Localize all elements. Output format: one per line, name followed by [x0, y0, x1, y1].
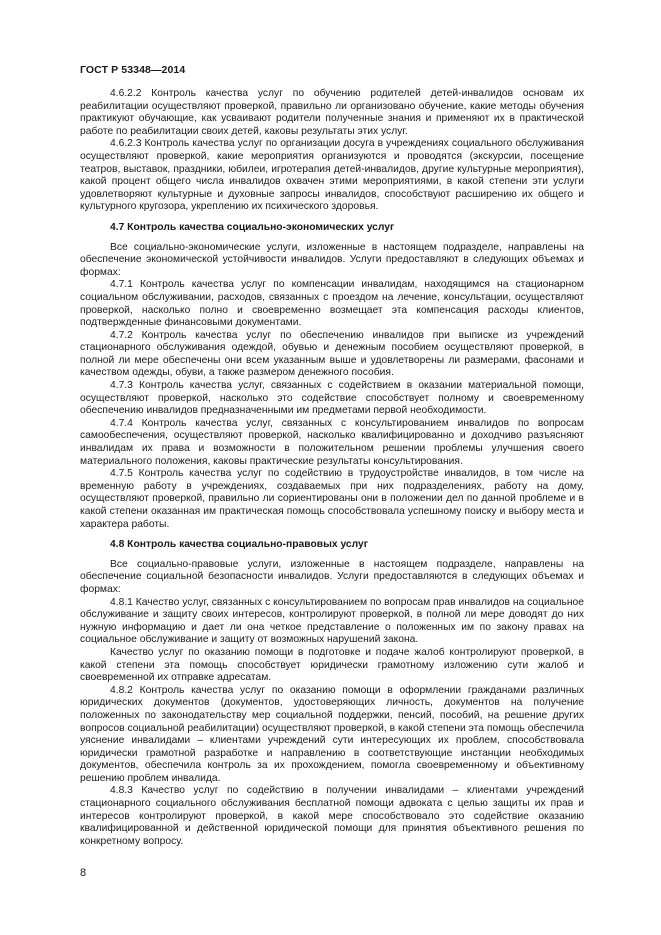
section-heading-4-8: 4.8 Контроль качества социально-правовых услуг: [110, 539, 369, 551]
paragraph-4-8-3: 4.8.3 Качество услуг по содействию в получении инвалидами – клиентами учреждений стационарного социального обслуживания бесплатной помощи адвоката с целью защиты их прав и интересов контролируют проверкой, в какой мере способствовало это содействие оказанию квалифицированной и действенной юридической помощи для принятия объективного решения по конкретному вопросу.: [80, 785, 584, 847]
paragraph-4-7-1: 4.7.1 Контроль качества услуг по компенсации инвалидам, находящимся на стационарном социальном обслуживании, расходов, связанных с проездом на лечение, консультации, осуществляют проверкой, насколько полно и своевременно возмещает эта компенсация расходы клиентов, подтвержденные финансовыми документами.: [80, 279, 584, 329]
paragraph-4-8-2: 4.8.2 Контроль качества услуг по оказанию помощи в оформлении гражданами различных юридических документов (документов, удостоверяющих личность, документов на получение положенных по законодательству мер социальной поддержки, пенсий, пособий, на решение других вопросов социальной реабилитации) осуществляют проверкой, в какой степени эта помощь обеспечила уяснение инвалидами – клиентами учреждений сути интересующих их проблем, способствовала юридически грамотной разработке и направлению в соответствующие инстанции необходимых документов, обеспечила контроль за их прохождением, помогла своевременному и объективному решению проблем инвалида.: [80, 684, 584, 784]
paragraph-4-6-2-3: 4.6.2.3 Контроль качества услуг по организации досуга в учреждениях социального обслуживания осуществляют проверкой, какие мероприятия организуются и проводятся (экскурсии, посещение театров, выставок, праздники, юбилеи, игротерапия детей-инвалидов, другие культурные мероприятия), какой процент общего числа инвалидов охвачен этими мероприятиями, в какой степени эти услуги удовлетворяют культурные и духовные запросы инвалидов, способствуют расширению их общего и культурного кругозора, укреплению их психического здоровья.: [80, 138, 584, 213]
paragraph-4-7-intro: Все социально-экономические услуги, изложенные в настоящем подразделе, направлены на обеспечение экономической устойчивости инвалидов. Услуги предоставляют в следующих объемах и формах:: [80, 241, 584, 278]
standard-header: ГОСТ Р 53348—2014: [80, 64, 186, 76]
paragraph-4-8-1: 4.8.1 Качество услуг, связанных с консультированием по вопросам прав инвалидов на социальное обслуживание и защиту своих интересов, контролируют проверкой, в полной ли мере доводят до них нужную информацию и дает ли она четкое представление о положенных им по закону правах на социальное обслуживание и защиту от возможных нарушений закона.: [80, 596, 584, 646]
paragraph-4-6-2-2: 4.6.2.2 Контроль качества услуг по обучению родителей детей-инвалидов основам их реабилитации осуществляют проверкой, правильно ли организовано обучение, какие методы обучения практикуют обучающие, как усваивают родители полученные знания и применяют их в практической работе по реабилитации своих детей, каковы результаты этих услуг.: [80, 88, 584, 137]
page-number: 8: [80, 867, 87, 879]
paragraph-4-7-2: 4.7.2 Контроль качества услуг по обеспечению инвалидов при выписке из учреждений стационарного обслуживания одеждой, обувью и денежным пособием осуществляют проверкой, в полной ли мере обеспечены они всем указанным выше и удовлетворены ли размерами, фасонами и качеством одежды, обуви, а также размером денежного пособия.: [80, 329, 584, 379]
paragraph-4-7-3: 4.7.3 Контроль качества услуг, связанных с содействием в оказании материальной помощи, осуществляют проверкой, насколько это содействие способствует полному и своевременному обеспечению инвалидов предназначенными им предметами первой необходимости.: [80, 380, 584, 417]
paragraph-4-8-intro: Все социально-правовые услуги, изложенные в настоящем подразделе, направлены на обеспечение социальной безопасности инвалидов. Услуги предоставляются в следующих объемах и формах:: [80, 558, 584, 595]
document-body: [80, 88, 584, 848]
paragraph-4-7-5: 4.7.5 Контроль качества услуг по содействию в трудоустройстве инвалидов, в том числе на временную работу в учреждениях, создаваемых при них подразделениях, работу на дому, осуществляют проверкой, правильно ли сориентированы они в положении дел по данной проблеме и в какой степени оказанная им практическая помощь способствовала успешному поиску и выбору места и характера работы.: [80, 468, 584, 530]
paragraph-4-8-1-complaints: Качество услуг по оказанию помощи в подготовке и подаче жалоб контролируют проверкой, в какой степени эта помощь способствует юридически грамотному изложению сути жалоб и своевременной их отправке адресатам.: [80, 646, 584, 684]
paragraph-4-7-4: 4.7.4 Контроль качества услуг, связанных с консультированием инвалидов по вопросам самообеспечения, осуществляют проверкой, насколько квалифицированно и доходчиво разъясняют инвалидам их права и возможности в положительном решении проблемы улучшения своего материального положения, каковы практические результаты консультирования.: [80, 417, 584, 467]
section-heading-4-7: 4.7 Контроль качества социально-экономических услуг: [110, 221, 395, 233]
